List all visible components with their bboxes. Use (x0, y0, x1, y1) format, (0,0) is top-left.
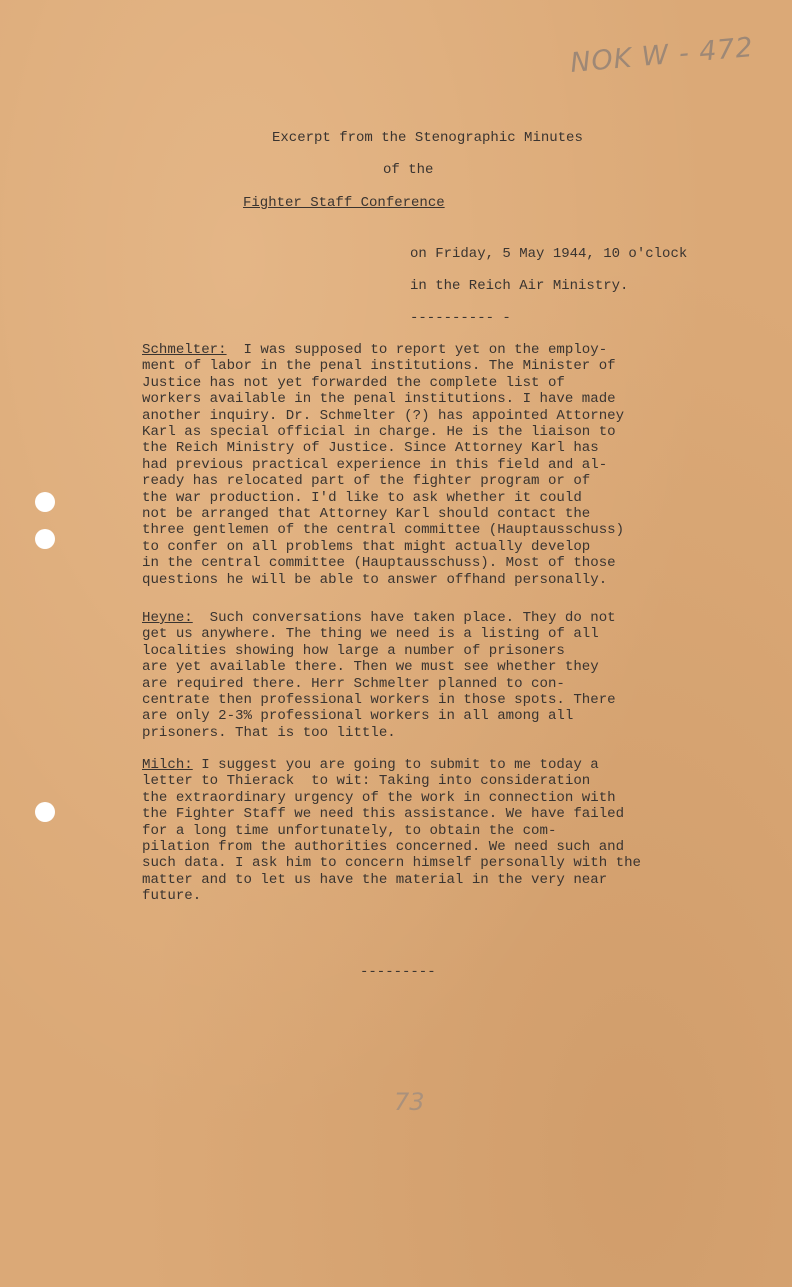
paragraph-line: pilation from the authorities concerned. We need such and (142, 839, 625, 856)
paragraph-line: the Fighter Staff we need this assistance. We have failed (142, 806, 625, 823)
speaker-name: Schmelter: (142, 342, 227, 358)
paragraph-line: ready has relocated part of the fighter program or of (142, 473, 591, 490)
paragraph-line: the Reich Ministry of Justice. Since Attorney Karl has (142, 440, 599, 457)
header-separator: ---------- - (410, 310, 511, 326)
paragraph-line: ment of labor in the penal institutions. The Minister of (142, 358, 616, 375)
paragraph-milch (142, 757, 742, 905)
paragraph-line: letter to Thierack to wit: Taking into consideration (142, 773, 591, 790)
paragraph-line: localities showing how large a number of prisoners (142, 642, 565, 659)
paragraph-line: Such conversations have taken place. They do not (192, 610, 616, 626)
end-separator: --------- (360, 964, 436, 980)
paragraph-line: workers available in the penal institutions. I have made (142, 391, 616, 408)
punch-hole-middle (35, 529, 55, 549)
heading-conference-title: Fighter Staff Conference (243, 195, 445, 211)
paragraph-line: the extraordinary urgency of the work in connection with (142, 789, 616, 806)
paragraph-line: I suggest you are going to submit to me today a (192, 757, 599, 773)
paragraph-line: for a long time unfortunately, to obtain the com- (142, 822, 557, 839)
paragraph-line: are yet available there. Then we must see whether they (142, 659, 599, 676)
paragraph-line: Karl as special official in charge. He is the liaison to (142, 424, 616, 441)
paragraph-line: are only 2-3% professional workers in all among all (142, 708, 574, 725)
meeting-date: on Friday, 5 May 1944, 10 o'clock (410, 246, 688, 262)
paragraph-line: centrate then professional workers in those spots. There (142, 692, 616, 709)
heading-line-2: of the (383, 162, 434, 178)
paragraph-line: Justice has not yet forwarded the complete list of (142, 374, 565, 391)
punch-hole-bottom (35, 802, 55, 822)
paragraph-line: not be arranged that Attorney Karl should contact the (142, 506, 591, 523)
paragraph-line: another inquiry. Dr. Schmelter (?) has appointed Attorney (142, 407, 625, 424)
page-number: 73 (394, 1088, 425, 1116)
paragraph-line: future. (142, 888, 202, 905)
paragraph-line: in the central committee (Hauptausschuss). Most of those (142, 555, 616, 572)
paragraph-line: the war production. I'd like to ask whether it could (142, 489, 582, 506)
paragraph-schmelter (142, 342, 742, 588)
paragraph-line: three gentlemen of the central committee (Hauptausschuss) (142, 522, 625, 539)
paragraph-line: are required there. Herr Schmelter planned to con- (142, 675, 565, 692)
speaker-name: Milch: (142, 757, 193, 773)
punch-hole-top (35, 492, 55, 512)
paragraph-line: such data. I ask him to concern himself personally with the (142, 855, 641, 872)
paragraph-heyne (142, 610, 742, 741)
paragraph-line: I was supposed to report yet on the employ- (226, 342, 608, 358)
paragraph-line: matter and to let us have the material in the very near (142, 871, 608, 888)
document-stamp: NOK W - 472 (568, 32, 755, 79)
heading-line-1: Excerpt from the Stenographic Minutes (272, 130, 583, 146)
speaker-name: Heyne: (142, 610, 193, 626)
paragraph-line: had previous practical experience in this field and al- (142, 456, 608, 473)
paragraph-line: get us anywhere. The thing we need is a listing of all (142, 626, 599, 643)
paragraph-line: questions he will be able to answer offhand personally. (142, 571, 608, 588)
paragraph-line: to confer on all problems that might actually develop (142, 538, 591, 555)
paragraph-line: prisoners. That is too little. (142, 724, 396, 741)
meeting-place: in the Reich Air Ministry. (410, 278, 629, 294)
